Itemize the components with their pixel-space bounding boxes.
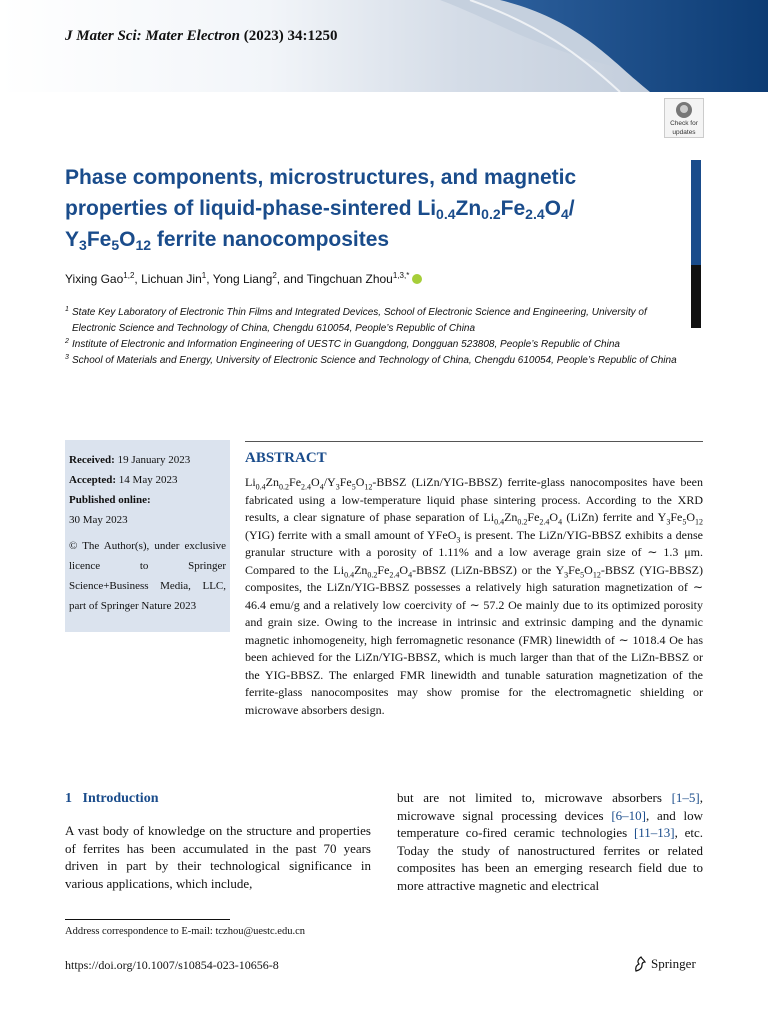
author-name[interactable]: Lichuan Jin [141, 272, 202, 286]
received-date [69, 450, 226, 470]
affiliation-text: State Key Laboratory of Electronic Thin Films and Integrated Devices, School of Electronic Science and Engineering, University of Electronic Science and Technology of China, Chengdu 610054, People’s Republic of China [72, 307, 647, 334]
title-subscript: 3 [79, 237, 87, 253]
check-for-updates-badge[interactable] [664, 98, 704, 138]
affiliations [65, 305, 685, 369]
springer-horse-icon [633, 956, 647, 972]
abstract-divider [245, 441, 703, 442]
check-updates-line-2: updates [672, 129, 696, 136]
author-name[interactable]: Yixing Gao [65, 272, 124, 286]
introduction-heading: 1 Introduction [65, 791, 159, 806]
published-label: Published online: [69, 494, 151, 506]
abstract-body: $Li_{0.4}Zn_{0.2}Fe_{2.4}O_4/Y_3Fe_5O_{12}$-BBSZ (LiZn/YIG-BBSZ) ferrite-glass nanocomposites have been fabricated using a low-temperature liquid phase sintering process. According to the XRD results, a clear signature of phase separation of $Li_{0.4}Zn_{0.2}Fe_{2.4}O_4$ (LiZn) ferrite and $Y_3Fe_5O_{12}$ (YIG) ferrite with a small amount of YFeO$_3$ is present. The LiZn/YIG-BBSZ exhibits a dense granular structure with a porosity of 1.11% and a low average grain size of ∼ 1.3 μm. Compared to the $Li_{0.4}Zn_{0.2}Fe_{2.4}O_4$-BBSZ (LiZn-BBSZ) or the $Y_3Fe_5O_{12}$-BBSZ (YIG-BBSZ) composites, the LiZn/YIG-BBSZ possesses a relatively high saturation magnetization of ∼ 46.4 emu/g and a relatively low coercivity of ∼ 57.2 Oe mainly due to its optimized porosity and grain size. Owing to the increase in intrinsic and extrinsic damping and the dynamic magnetic inhomogeneity, high ferromagnetic resonance (FMR) linewidth of ∼ 1018.4 Oe has been achieved for the LiZn/YIG-BBSZ, which is much larger than that of the LiZn-BBSZ or the YIG-BBSZ. The enlarged FMR linewidth and tunable saturation magnetization of the ferrite-glass nanocomposites may show promise for the electromagnetic shielding or microwave absorbers design. [245, 475, 703, 717]
title-text: Fe [500, 197, 526, 220]
check-updates-line-1: Check for [670, 120, 698, 127]
affiliation-text: Institute of Electronic and Information Engineering of UESTC in Guangdong, Dongguan 523808, People’s Republic of China [72, 339, 620, 350]
intro-column-1: A vast body of knowledge on the structure and properties of ferrites has been accumulated in the past 70 years driven in part by their technological significance in various applications, which include, [65, 823, 371, 891]
citation-link[interactable]: [1–5] [671, 790, 700, 805]
author-affil-sup: 1 [201, 271, 207, 280]
license-text: © The Author(s), under exclusive licence to Springer Science+Business Media, LLC, part of Springer Nature 2023 [69, 540, 226, 612]
article-title [65, 162, 685, 255]
title-line-3 [65, 224, 685, 255]
article-history-box [65, 440, 230, 632]
orcid-icon[interactable] [412, 274, 422, 284]
title-subscript: 0.4 [436, 206, 456, 222]
publisher-name: Springer [651, 956, 696, 971]
title-text: Phase components, microstructures, and magnetic [65, 166, 577, 189]
intro-text: , and low temperature co-fired ceramic technologies [397, 807, 703, 840]
decorative-side-bar [691, 160, 701, 328]
journal-citation: (2023) 34:1250 [243, 28, 338, 44]
received-value: 19 January 2023 [117, 454, 191, 466]
title-subscript: 5 [111, 237, 120, 253]
affiliation-text: School of Materials and Energy, University of Electronic Science and Technology of China, Chengdu 610054, People’s Republic of China [72, 355, 677, 366]
affiliation-number: 1 [65, 306, 69, 313]
title-subscript: 0.2 [481, 206, 501, 222]
author-separator: , [134, 272, 142, 286]
correspondence-footnote: Address correspondence to E-mail: tczhou@uestc.edu.cn [65, 926, 306, 937]
title-text: Zn [455, 197, 482, 220]
citation-link[interactable]: [6–10] [611, 807, 646, 823]
journal-name: J Mater Sci: Mater Electron [65, 28, 240, 44]
affiliation-number: 3 [65, 354, 69, 361]
title-text: ferrite nanocomposites [151, 228, 390, 251]
publisher-logo [633, 956, 696, 972]
title-text: Y [65, 228, 80, 251]
header-banner [0, 0, 768, 92]
intro-column-2 [397, 789, 703, 894]
published-label-row [69, 490, 226, 510]
published-date: 30 May 2023 [69, 514, 128, 526]
author-affil-sup: 1,2 [123, 271, 135, 280]
footnote-divider [65, 919, 230, 920]
author-affil-sup: 2 [272, 271, 277, 280]
title-text: O [119, 228, 136, 251]
accepted-date [69, 470, 226, 490]
decorative-side-bar-blue [691, 160, 701, 265]
title-subscript: 4 [560, 206, 569, 222]
abstract-heading: ABSTRACT [245, 450, 327, 466]
affiliation-item [65, 305, 685, 337]
title-text: / [568, 197, 575, 220]
received-label: Received: [69, 454, 115, 466]
title-subscript: 2.4 [525, 206, 545, 222]
author-name[interactable]: Yong Liang [212, 272, 273, 286]
citation-link[interactable]: [11–13] [633, 825, 675, 840]
intro-text: , etc. Today the study of nanostructured ferrites or related composites has been an emerging research field due to more attractive magnetic and electrical [397, 825, 703, 893]
author-name[interactable]: Tingchuan Zhou [306, 272, 393, 286]
journal-header [65, 28, 338, 45]
affiliation-number: 2 [65, 338, 69, 345]
affiliation-item [65, 337, 685, 353]
author-separator: , and [276, 272, 307, 286]
intro-text: , microwave signal processing devices [397, 790, 703, 823]
author-list [65, 271, 422, 286]
title-line-2 [65, 193, 685, 224]
author-separator: , [206, 272, 213, 286]
intro-text: but are not limited to, microwave absorbers [397, 790, 672, 805]
accepted-value: 14 May 2023 [118, 474, 178, 486]
title-text: properties of liquid-phase-sintered Li [65, 197, 437, 220]
banner-graphic [0, 0, 768, 92]
affiliation-item [65, 353, 685, 369]
title-line-1 [65, 162, 685, 193]
doi-link[interactable]: https://doi.org/10.1007/s10854-023-10656-8 [65, 958, 279, 972]
accepted-label: Accepted: [69, 474, 117, 486]
title-text: O [544, 197, 561, 220]
title-text: Fe [86, 228, 112, 251]
title-subscript: 12 [135, 237, 152, 253]
check-updates-icon [676, 102, 692, 118]
author-affil-sup: 1,3,* [392, 271, 410, 280]
